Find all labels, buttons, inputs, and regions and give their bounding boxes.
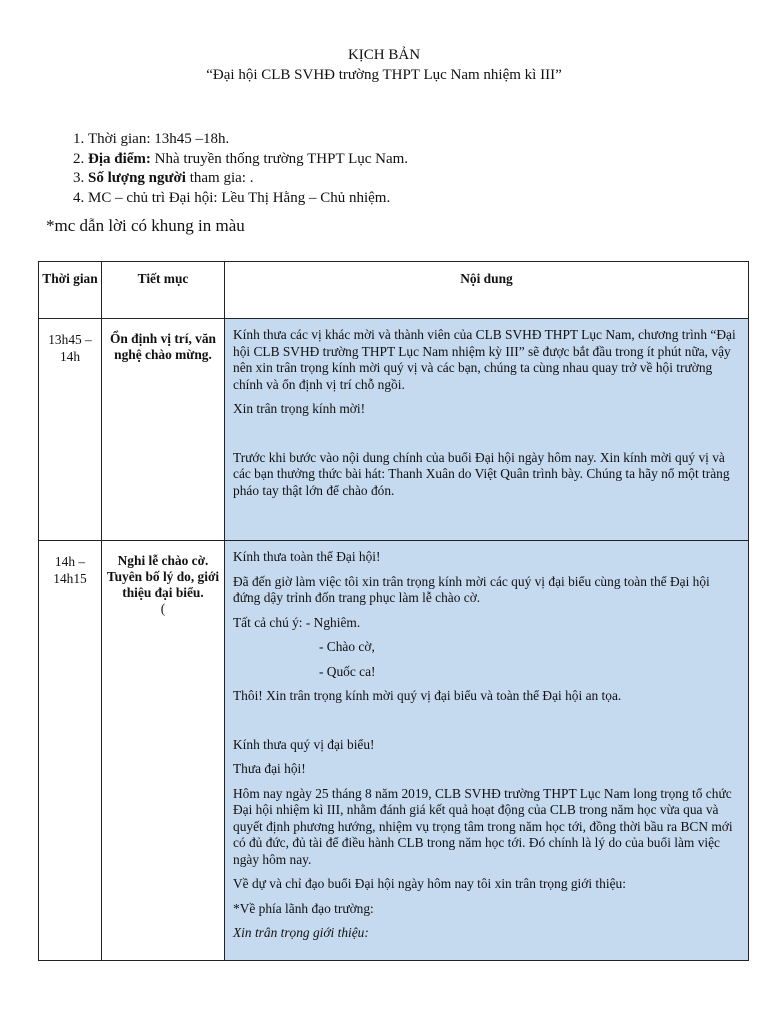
row-content — [225, 541, 749, 961]
row-item-label: Nghi lễ chào cờ. Tuyên bố lý do, giới thiệu đại biểu. — [106, 553, 220, 600]
table-row — [39, 319, 749, 541]
content-paragraph: Về dự và chỉ đạo buổi Đại hội ngày hôm nay tôi xin trân trọng giới thiệu: — [233, 876, 626, 891]
info-label: Địa điểm: — [88, 150, 151, 167]
content-paragraph: Xin trân trọng giới thiệu: — [233, 925, 369, 940]
content-paragraph: - Chào cờ, — [319, 639, 375, 654]
content-paragraph: Trước khi bước vào nội dung chính của buổi Đại hội ngày hôm nay. Xin kính mời quý vị và các bạn thưởng thức bài hát: Thanh Xuân do Việt Quân trình bày. Chúng ta hãy nổ một tràng pháo tay thật lớn để chào đón. — [233, 449, 730, 498]
content-paragraph: Đã đến giờ làm việc tôi xin trân trọng kính mời các quý vị đại biểu cùng toàn thể Đại hội đứng dậy trỉnh đốn trang phục làm lễ chào cờ. — [233, 573, 710, 605]
mc-note: *mc dẫn lời có khung in màu — [46, 216, 245, 235]
info-item-time — [88, 130, 408, 150]
content-paragraph: Kính thưa toàn thể Đại hội! — [233, 549, 381, 564]
info-label: Số lượng người — [88, 170, 186, 186]
row-content — [225, 319, 749, 541]
table-header-row — [39, 262, 749, 319]
row-item — [102, 541, 225, 961]
content-paragraph: *Về phía lãnh đạo trường: — [233, 900, 374, 916]
header-item: Tiết mục — [102, 262, 225, 319]
content-paragraph: Hôm nay ngày 25 tháng 8 năm 2019, CLB SVHĐ trường THPT Lục Nam long trọng tổ chức Đại hội nhiệm kì III, nhằm đánh giá kết quả hoạt động của CLB trong năm học vừa qua và quyết định phương hướng, nhiệm vụ trọng tâm trong năm học tới, đồng thời bầu ra BCN mới có đủ đức, đủ tài để điều hành CLB trong năm học tới. Đó chính là lý do của buổi làm việc ngày hôm nay. — [233, 785, 733, 867]
content-paragraph: Xin trân trọng kính mời! — [233, 401, 366, 416]
row-item-extra: ( — [160, 601, 166, 616]
table-row — [39, 541, 749, 961]
info-item-attendees — [88, 169, 408, 189]
info-value: tham gia: . — [189, 170, 254, 186]
info-value: Lều Thị Hằng – Chủ nhiệm. — [221, 189, 391, 206]
content-paragraph: Kính thưa các vị khác mời và thành viên của CLB SVHĐ THPT Lục Nam, chương trình “Đại hội CLB SVHĐ trường THPT Lục Nam nhiệm kỳ III” sẽ được bắt đầu trong ít phút nữa, vậy nên xin trân trọng kính mời quý vị và các bạn, chúng ta cùng nhau quay trở về hội trường chính và ổn định vị trí chỗ ngồi. — [233, 327, 736, 392]
info-label: MC – chủ trì Đại hội: — [88, 189, 218, 206]
info-value: Nhà truyền thống trường THPT Lục Nam. — [154, 150, 409, 167]
info-item-mc — [88, 189, 408, 209]
row-time: 14h – 14h15 — [39, 541, 102, 961]
header-content: Nội dung — [225, 262, 749, 319]
script-table — [38, 261, 749, 961]
content-paragraph: Kính thưa quý vị đại biểu! — [233, 736, 375, 752]
document-title: KỊCH BẢN — [347, 47, 421, 63]
info-list — [48, 130, 408, 208]
info-value: 13h45 –18h. — [154, 131, 230, 147]
info-label: Thời gian: — [88, 131, 151, 147]
row-time: 13h45 – 14h — [39, 319, 102, 541]
row-item: Ổn định vị trí, văn nghệ chào mừng. — [102, 319, 225, 541]
header-time: Thời gian — [39, 262, 102, 319]
content-paragraph: Thôi! Xin trân trọng kính mời quý vị đại biểu và toàn thể Đại hội an tọa. — [233, 688, 622, 703]
content-paragraph: Thưa đại hội! — [233, 761, 306, 776]
content-paragraph: - Quốc ca! — [319, 663, 376, 679]
document-subtitle: “Đại hội CLB SVHĐ trường THPT Lục Nam nhiệm kì III” — [206, 67, 562, 83]
content-paragraph: Tất cả chú ý: - Nghiêm. — [233, 614, 361, 630]
info-item-location — [88, 150, 408, 170]
